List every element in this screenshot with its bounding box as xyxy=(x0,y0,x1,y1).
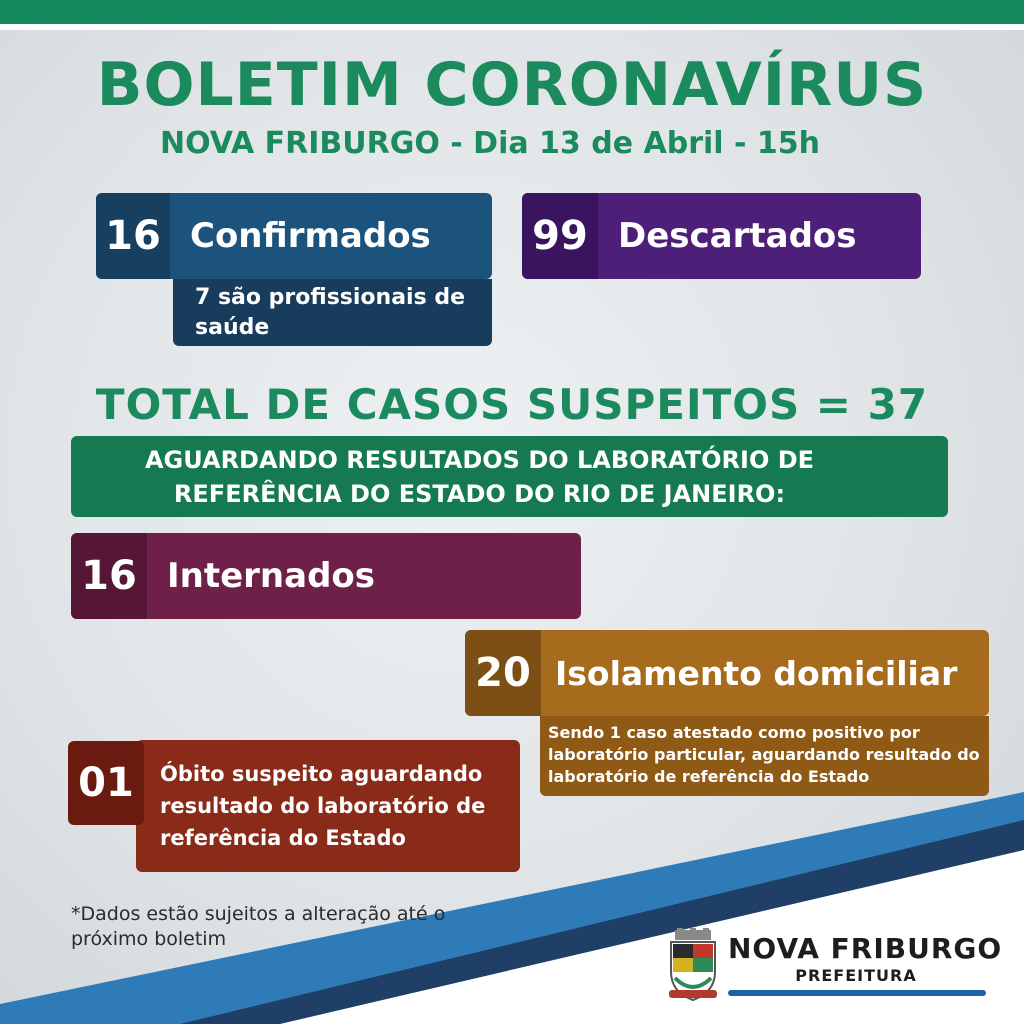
aguardando-line-2: REFERÊNCIA DO ESTADO DO RIO DE JANEIRO: xyxy=(173,479,786,508)
obito-card: Óbito suspeito aguardando resultado do laboratório de referência do Estado xyxy=(136,740,520,872)
isolamento-count: 20 xyxy=(465,630,541,716)
footnote: *Dados estão sujeitos a alteração até o próximo boletim xyxy=(71,903,446,950)
obito-count: 01 xyxy=(68,741,144,825)
brand-underline xyxy=(728,990,986,996)
confirmados-count: 16 xyxy=(96,193,170,279)
descartados-label: Descartados xyxy=(618,216,857,256)
confirmados-label: Confirmados xyxy=(190,216,431,256)
internados-count: 16 xyxy=(71,533,147,619)
bulletin-title: BOLETIM CORONAVÍRUS xyxy=(96,50,928,120)
total-suspeitos: TOTAL DE CASOS SUSPEITOS = 37 xyxy=(95,380,929,429)
brand-name: NOVA FRIBURGO xyxy=(728,932,1003,965)
isolamento-card xyxy=(465,630,989,716)
aguardando-banner xyxy=(71,436,948,517)
isolamento-note: Sendo 1 caso atestado como positivo por laboratório particular, aguardando resultado do laboratório de referência do Estado xyxy=(540,716,989,796)
internados-label: Internados xyxy=(167,556,376,596)
isolamento-label: Isolamento domiciliar xyxy=(555,653,958,693)
brand-subtitle: PREFEITURA xyxy=(795,966,917,985)
descartados-count: 99 xyxy=(522,193,598,279)
city-crest-icon xyxy=(665,928,721,1004)
top-green-bar xyxy=(0,0,1024,24)
bulletin-subtitle: NOVA FRIBURGO - Dia 13 de Abril - 15h xyxy=(159,126,821,161)
top-divider xyxy=(0,24,1024,30)
confirmados-note: 7 são profissionais de saúde xyxy=(173,279,492,346)
descartados-card xyxy=(522,193,921,279)
confirmados-card xyxy=(96,193,492,279)
aguardando-line-1: AGUARDANDO RESULTADOS DO LABORATÓRIO DE xyxy=(144,445,815,474)
internados-card xyxy=(71,533,581,619)
